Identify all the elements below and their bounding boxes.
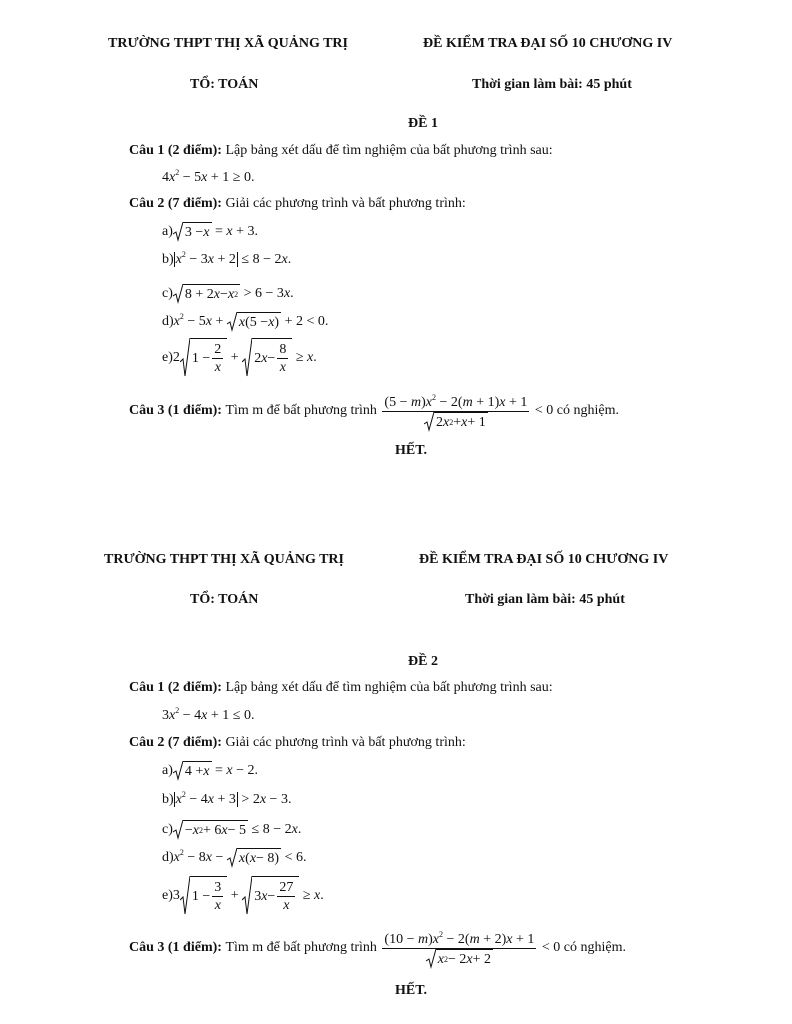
school-name: TRƯỜNG THPT THỊ XÃ QUẢNG TRỊ [108, 36, 348, 51]
question-label: Câu 1 (2 điểm): [129, 143, 222, 158]
q2-part-b: b) $x^2 - 4x + 3 > 2x - 3$. [162, 790, 292, 807]
q2-part-a: a) 4 + x = x − 2. [162, 761, 258, 781]
q1-expression: $3x^2 - 4x + 1 \le 0$. [162, 706, 255, 723]
question-label: Câu 2 (7 điểm): [129, 196, 222, 211]
q2-part-d: $d)x^2 - 8x$ − x ( x − 8) < 6. [162, 848, 307, 868]
question-label: Câu 1 (2 điểm): [129, 680, 222, 695]
question-tail: < 0 có nghiệm. [534, 403, 619, 418]
time-limit: Thời gian làm bài: 45 phút [465, 592, 625, 607]
question-1 [129, 143, 553, 159]
q2-part-a: a) 3 − x = x + 3. [162, 222, 258, 242]
question-text: Tìm m để bất phương trình [225, 940, 377, 955]
question-text: Giải các phương trình và bất phương trình: [225, 735, 466, 750]
department: TỔ: TOÁN [190, 77, 259, 92]
q2-part-c: c) 8 + 2 x − x 2 > 6 − 3x. [162, 284, 294, 304]
q2-part-e: e)2 1 − $\frac{2}{x}$ + 2 x − $\frac{8}{x}$ ≥ x. [162, 338, 317, 378]
q1-expression: $4x^2 - 5x + 1 \ge 0$. [162, 168, 255, 185]
question-label: Câu 2 (7 điểm): [129, 735, 222, 750]
question-1 [129, 680, 553, 696]
department: TỔ: TOÁN [190, 592, 259, 607]
question-2 [129, 196, 466, 212]
question-text: Lập bảng xét dấu để tìm nghiệm của bất phương trình sau: [225, 680, 553, 695]
question-label: Câu 3 (1 điểm): [129, 940, 222, 955]
q2-part-b: b) $x^2 - 3x + 2 \le 8 - 2x$. [162, 250, 292, 267]
question-text: Giải các phương trình và bất phương trình: [225, 196, 466, 211]
time-limit: Thời gian làm bài: 45 phút [472, 77, 632, 92]
exam-title: ĐỀ KIỂM TRA ĐẠI SỐ 10 CHƯƠNG IV [423, 36, 673, 51]
end-marker: HẾT. [394, 983, 428, 998]
exam-code: ĐỀ 2 [408, 654, 438, 669]
question-2 [129, 735, 466, 751]
question-tail: < 0 có nghiệm. [541, 940, 626, 955]
q2-part-c: c) − x 2 + 6 x − 5 ≤ 8 − 2x. [162, 820, 301, 840]
question-text: Tìm m để bất phương trình [225, 403, 377, 418]
question-label: Câu 3 (1 điểm): [129, 403, 222, 418]
q2-part-d: $d)x^2 - 5x$ + x (5 − x ) + 2 < 0. [162, 312, 328, 332]
end-marker: HẾT. [394, 443, 428, 458]
q2-part-e: e)3 1 − $\frac{3}{x}$ + 3 x − $\frac{27}{x}$ ≥ x. [162, 876, 324, 916]
q3-fraction: $(5 - m)x^2 - 2(m + 1)x + 1$ 2 x 2 + x + 1 [382, 390, 529, 432]
question-3 [129, 390, 619, 432]
exam-code: ĐỀ 1 [408, 116, 438, 131]
exam-title: ĐỀ KIỂM TRA ĐẠI SỐ 10 CHƯƠNG IV [419, 552, 669, 567]
q3-fraction: $(10 - m)x^2 - 2(m + 2)x + 1$ x 2 − 2 x + 2 [382, 927, 536, 969]
school-name: TRƯỜNG THPT THỊ XÃ QUẢNG TRỊ [104, 552, 344, 567]
question-text: Lập bảng xét dấu để tìm nghiệm của bất phương trình sau: [225, 143, 553, 158]
question-3 [129, 927, 626, 969]
